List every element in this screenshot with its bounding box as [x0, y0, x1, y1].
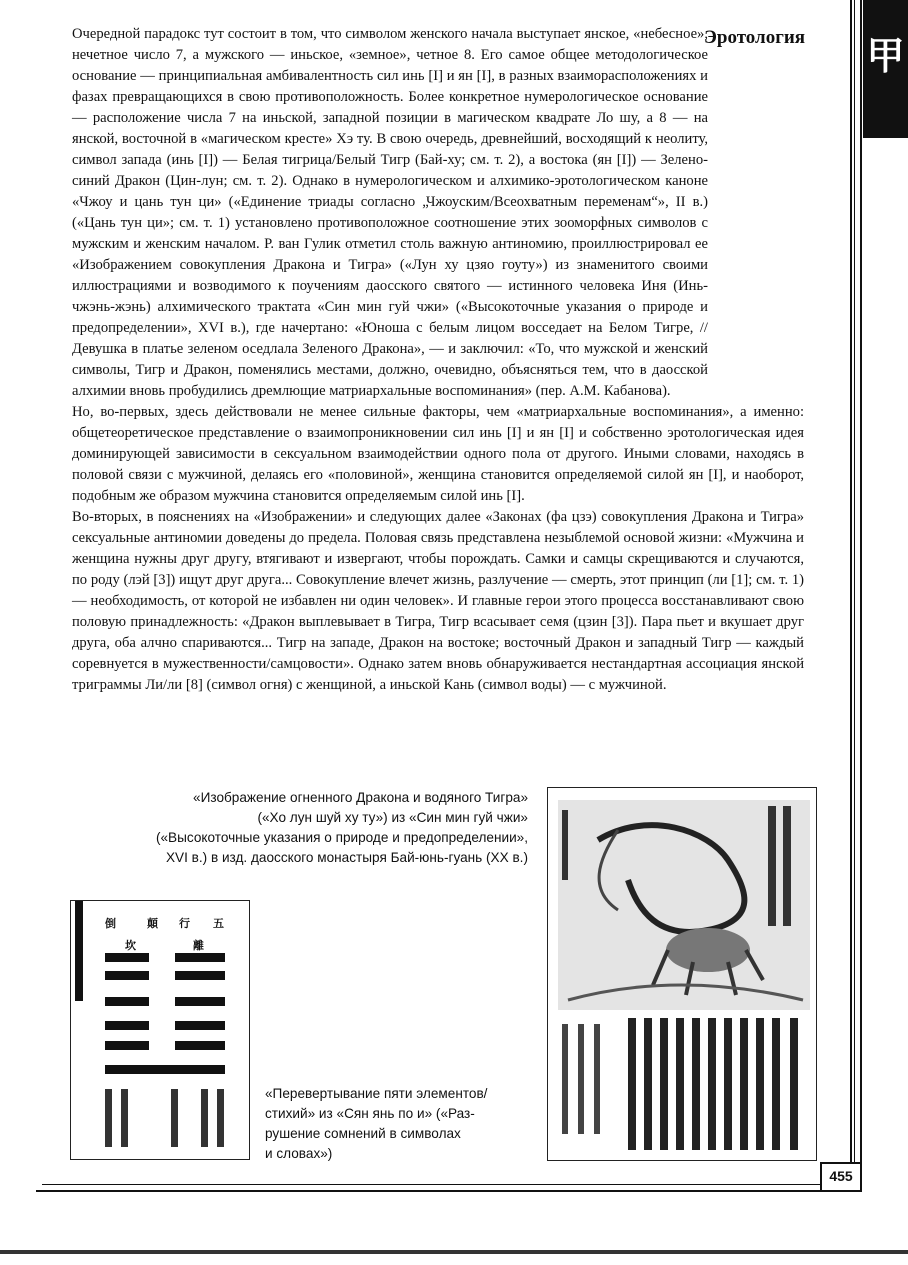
caption-line: XVI в.) в изд. даосского монастыря Бай-юнь-гуань (XX в.)	[165, 850, 528, 865]
trigram-line	[105, 953, 149, 962]
trigram-label: 坎	[125, 940, 136, 952]
trigram-label: 離	[193, 940, 204, 952]
dragon-tiger-illustration	[558, 800, 810, 1010]
figure-trigrams	[70, 900, 250, 1160]
trigram-line	[105, 971, 149, 980]
trigram-line	[105, 1065, 225, 1074]
section-thumb-tab	[863, 0, 908, 138]
trigram-line	[105, 1041, 149, 1050]
figure-inscription	[558, 1014, 810, 1154]
caption-line: стихий» из «Сян янь по и» («Раз-	[265, 1106, 475, 1121]
figure-column-head: 五	[213, 918, 224, 930]
caption-line: («Высокоточные указания о природе и предопределении»,	[155, 830, 528, 845]
body-text	[72, 24, 804, 696]
thumb-glyph: 甲	[866, 36, 905, 78]
page-number: 455	[820, 1162, 862, 1192]
paragraph-2: Но, во-первых, здесь действовали не менее сильные факторы, чем «матриархальные воспоминания», а именно: общетеоретическое представление о взаимопроникновении сил инь [I] и ян [I] и собственно эротологическая идея доминирующей зависимости в сексуальном взаимодействии одного пола от другого. Иными словами, находясь в половой связи с мужчиной, делаясь его «половиной», женщина становится определяемой силой ян [I], и наоборот, подобным же образом мужчина становится определяемым силой инь [I].	[72, 404, 804, 504]
caption-line: и словах»)	[265, 1146, 333, 1161]
paragraph-3: Во-вторых, в пояснениях на «Изображении» и следующих далее «Законах (фа цзэ) совокупления Дракона и Тигра» сексуальные антиномии доведены до предела. Половая связь представлена незыблемой основой жизни: «Мужчина и женщина нужны друг другу, втягивают и извергают, чтобы порождать. Самки и самцы скрещиваются и случаются, по роду (лэй [3]) ищут друг друга... Совокупление влечет жизнь, разлучение — смерть, этот принцип (ли [1]; см. т. 1) — необходимость, от которой не избавлен ни один человек». И главные герои этого процесса восстанавливают свою половую принадлежность: «Дракон выплевывает в Тигра, Тигр всасывает семя (цзин [3]). Пара пьет и вкушает друг друга, оба алчно спариваются... Тигр на западе, Дракон на востоке; восточный Дракон и западный Тигр — каждый соревнуется в мужественности/самцовости». Однако затем вновь обнаруживается нестандартная ассоциация янской триграммы Ли/ли [8] (символ огня) с женщиной, а иньской Кань (символ воды) — с мужчиной.	[72, 509, 804, 693]
trigram-line	[175, 953, 225, 962]
figure-spine	[75, 901, 83, 1001]
trigram-line	[175, 971, 225, 980]
paragraph-1: Очередной парадокс тут состоит в том, что символом женского начала выступает янское, «небесное», нечетное число 7, а мужского — иньское, «земное», четное 8. Его самое общее методологическое основание — принципиальная амбивалентность сил инь [I] и ян [I], в разных взаиморасположениях и фазах превращающихся в свою противоположность. Более конкретное нумерологическое основание — расположение числа 7 на иньской, западной позиции в магическом квадрате Ло шу, а 8 — на янской, восточной в «магическом кресте» Хэ ту. В свою очередь, древнейший, восходящий к неолиту, символ запада (инь [I]) — Белая тигрица/Белый Тигр (Бай-ху; см. т. 2), а востока (ян [I]) — Зелено-синий Дракон (Цин-лун; см. т. 2). Однако в нумерологическом и алхимико-эротологическом каноне «Чжоу и цань тун ци» («Единение триады согласно „Чжоуским/Всеохватным переменам“», II в.) («Цань тун ци»; см. т. 1) установлено противоположное соотношение этих зооморфных символов с мужским и женским началом. Р. ван Гулик отметил столь важную антиномию, проиллюстрировал ее «Изображением совокупления Дракона и Тигра» («Лун ху цзяо гоуту») из знаменитого своими иллюстрациями и возводимого к поучениям даосского святого — истинного человека Иня (Инь-чжэнь-жэнь) алхимического трактата «Син мин гуй чжи» («Высокоточные указания о природе и предопределении», XVI в.), где начертано: «Юноша с белым лицом восседает на Белом Тигре, // Девушка в платье зеленом оседлала Зеленого Дракона», — и заключил: «То, что мужской и женский символы, Тигр и Дракон, поменялись местами, должно, очевидно, объясняться тем, что в даосской алхимии вновь пробудились дремлющие матриархальные воспоминания» (пер. А.М. Кабанова).	[72, 26, 708, 399]
scan-edge	[0, 1250, 908, 1254]
trigram-line	[105, 1021, 149, 1030]
section-title: Эротология	[704, 27, 806, 48]
figure-column-head: 倒	[105, 918, 116, 930]
figure-dragon-tiger	[547, 787, 817, 1161]
trigram-line	[175, 1021, 225, 1030]
trigram-line	[105, 997, 149, 1006]
margin-rule	[860, 0, 862, 1190]
figure-column-text	[101, 1089, 241, 1149]
trigram-line	[175, 1041, 225, 1050]
figure-column-head: 行	[179, 918, 190, 930]
figure-column-head: 顛	[147, 918, 158, 930]
trigram-line	[175, 997, 225, 1006]
caption-line: «Изображение огненного Дракона и водяного Тигра»	[193, 790, 528, 805]
caption-line: («Хо лун шуй ху ту») из «Син мин гуй чжи»	[257, 810, 528, 825]
caption-trigrams	[265, 1084, 535, 1164]
caption-dragon-tiger	[96, 788, 528, 868]
caption-line: рушение сомнений в символах	[265, 1126, 461, 1141]
caption-line: «Перевертывание пяти элементов/	[265, 1086, 488, 1101]
